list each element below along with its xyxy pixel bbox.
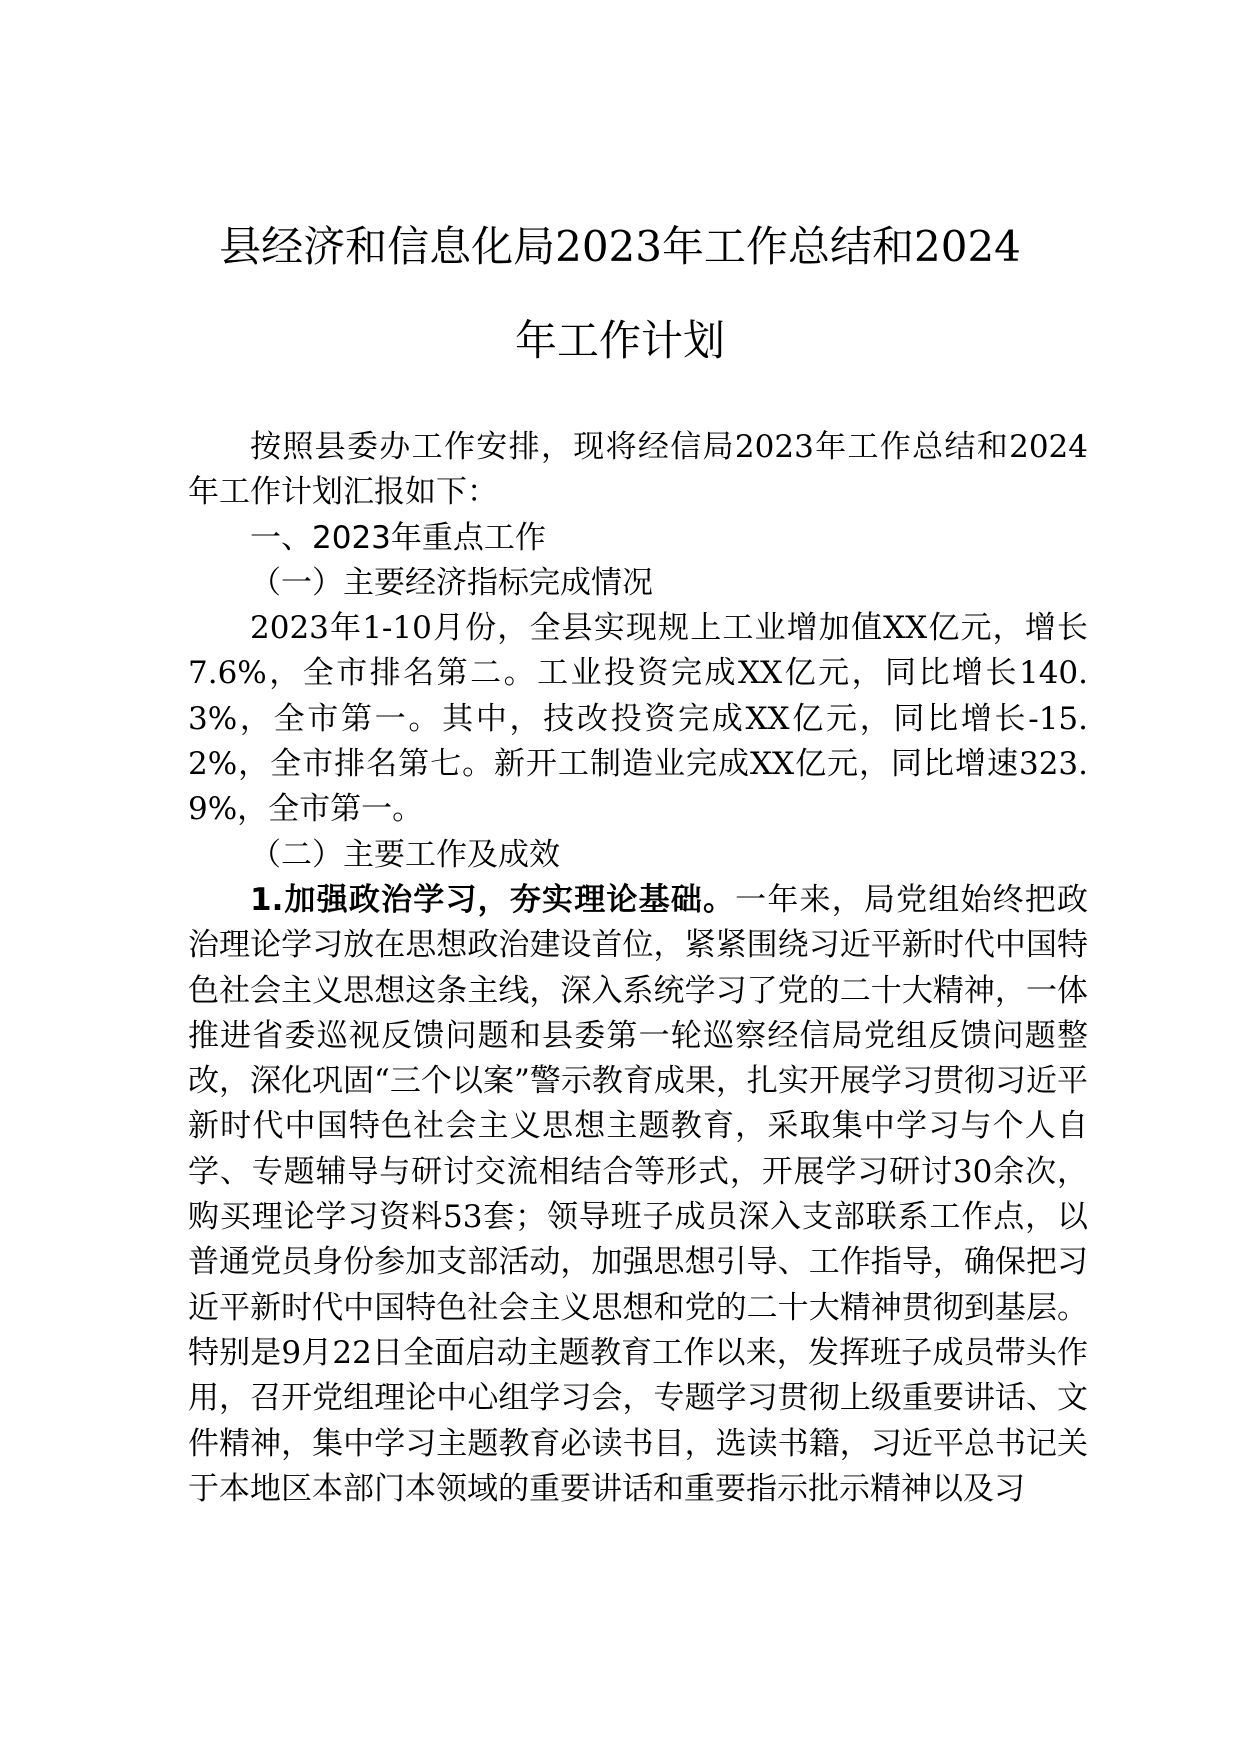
item-1-lead: 1.加强政治学习，夯实理论基础。 — [250, 881, 736, 918]
economic-indicators-paragraph: 2023年1-10月份，全县实现规上工业增加值XX亿元，增长7.6%，全市排名第二。工业投资完成XX亿元，同比增长140.3%，全市第一。其中，技改投资完成XX亿元，同比增长-15.2%，全市排名第七。新开工制造业完成XX亿元，同比增速323.9%，全市第一。 — [188, 610, 1088, 828]
intro-paragraph: 按照县委办工作安排，现将经信局2023年工作总结和2024年工作计划汇报如下： — [188, 429, 1088, 511]
section-heading-1: 一、2023年重点工作 — [250, 519, 546, 556]
subsection-heading-1: （一）主要经济指标完成情况 — [250, 564, 653, 601]
title-line-2: 年工作计划 — [514, 316, 725, 365]
item-1-text: 一年来，局党组始终把政治理论学习放在思想政治建设首位，紧紧围绕习近平新时代中国特色社会主义思想这条主线，深入系统学习了党的二十大精神，一体推进省委巡视反馈问题和县委第一轮巡察经信局党组反馈问题整改，深化巩固“三个以案”警示教育成果，扎实开展学习贯彻习近平新时代中国特色社会主义思想主题教育，采取集中学习与个人自学、专题辅导与研讨交流相结合等形式，开展学习研讨30余次，购买理论学习资料53套；领导班子成员深入支部联系工作点，以普通党员身份参加支部活动，加强思想引导、工作指导，确保把习近平新时代中国特色社会主义思想和党的二十大精神贯彻到基层。特别是9月22日全面启动主题教育工作以来，发挥班子成员带头作用，召开党组理论中心组学习会，专题学习贯彻上级重要讲话、文件精神，集中学习主题教育必读书目，选读书籍，习近平总书记关于本地区本部门本领域的重要讲话和重要指示批示精神以及习 — [188, 881, 1088, 1507]
document-body — [188, 425, 1088, 1512]
document-title — [150, 200, 1090, 388]
subsection-heading-2: （二）主要工作及成效 — [250, 836, 560, 873]
title-line-1: 县经济和信息化局2023年工作总结和2024 — [219, 222, 1021, 271]
item-1-paragraph — [188, 878, 1088, 1512]
